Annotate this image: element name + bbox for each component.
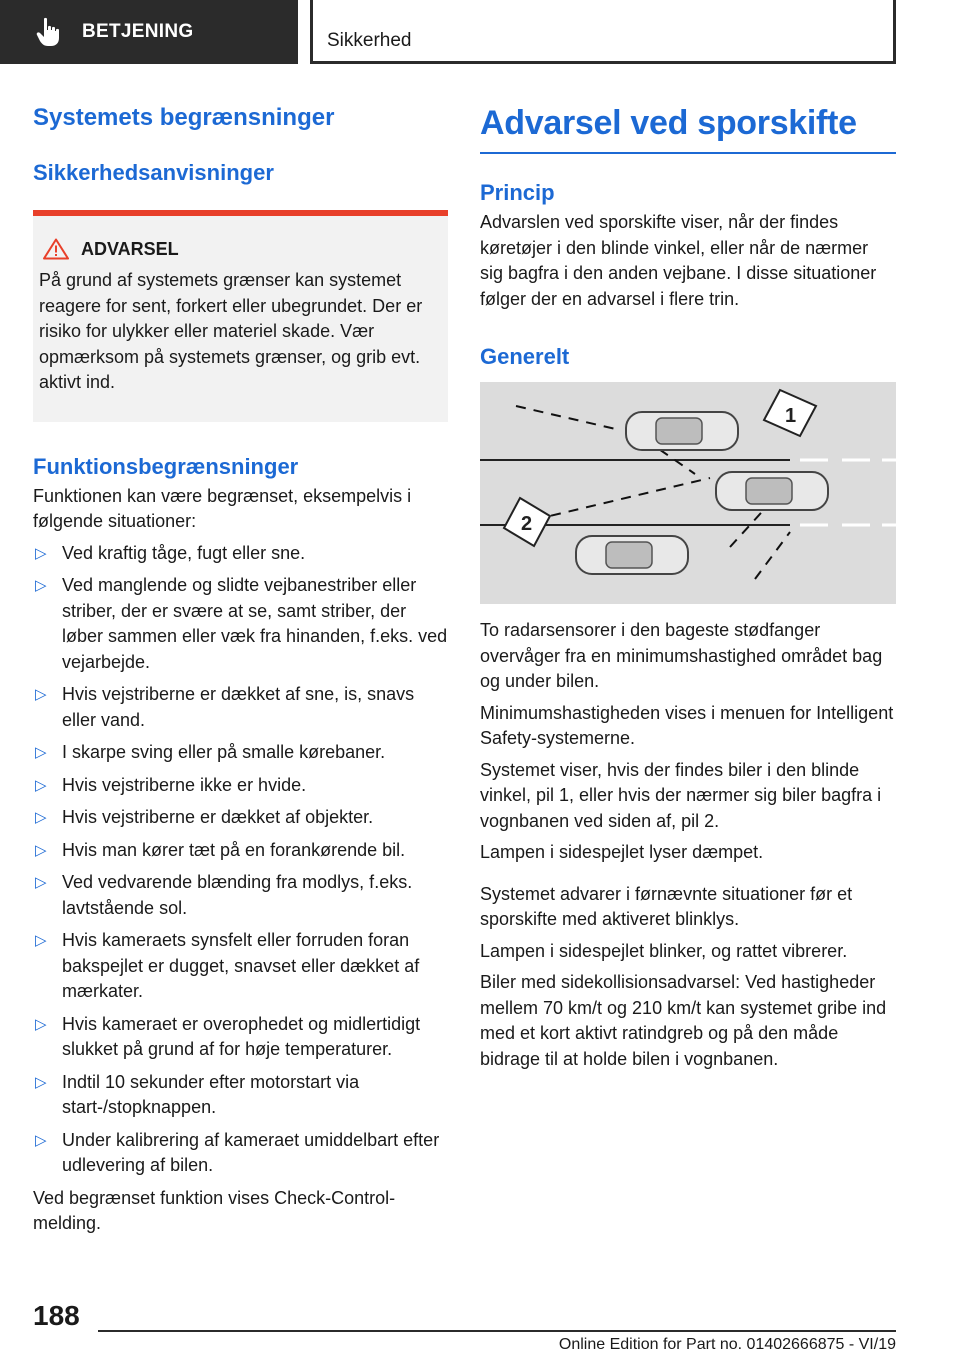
list-item: ▷ I skarpe sving eller på smalle kørebaner. <box>33 740 448 766</box>
list-item: ▷ Ved kraftig tåge, fugt eller sne. <box>33 541 448 567</box>
svg-text:2: 2 <box>521 513 533 535</box>
general-title: Generelt <box>480 344 570 369</box>
triangle-bullet-icon: ▷ <box>35 1073 47 1091</box>
function-outro: Ved begrænset funktion vises Check-Control-melding. <box>33 1187 396 1233</box>
lane-change-title: Advarsel ved sporskifte <box>480 100 896 154</box>
list-item: ▷ Hvis kameraets synsfelt eller forruden foran bakspejlet er dugget, snavset eller dækket af mærkater. <box>35 930 420 1001</box>
triangle-bullet-icon: ▷ <box>35 1015 47 1033</box>
triangle-bullet-icon: ▷ <box>35 544 47 562</box>
list-item: ▷ Indtil 10 sekunder efter motorstart via start-/stopknappen. <box>35 1071 360 1117</box>
list-item: ▷ Hvis man kører tæt på en forankørende bil. <box>33 838 448 864</box>
section-header <box>310 0 896 64</box>
safety-subtitle: Sikkerhedsanvisninger <box>33 160 274 185</box>
function-intro: Funktionen kan være begrænset, eksempelvis i følgende situationer: <box>33 485 412 531</box>
paragraph: Lampen i sidespejlet blinker, og rattet vibrerer. <box>480 940 848 961</box>
triangle-bullet-icon: ▷ <box>35 776 47 794</box>
car-top-icon <box>716 472 828 510</box>
list-item: ▷ Hvis kameraet er overophedet og midlertidigt slukket på grund af for høje temperaturer. <box>35 1013 421 1059</box>
chapter-tab <box>0 0 298 64</box>
paragraph: Minimumshastigheden vises i menuen for Intelligent Safety-systemerne. <box>480 702 894 748</box>
triangle-bullet-icon: ▷ <box>35 932 47 949</box>
triangle-bullet-icon: ▷ <box>35 744 47 761</box>
left-column <box>33 100 448 1237</box>
triangle-bullet-icon: ▷ <box>35 874 47 891</box>
footer-divider <box>98 1330 896 1332</box>
right-column <box>480 100 896 1072</box>
warning-box <box>33 210 448 422</box>
page-number: 188 <box>33 1300 80 1331</box>
paragraph: Lampen i sidespejlet lyser dæmpet. <box>480 842 764 862</box>
chapter-label: BETJENING <box>82 21 194 42</box>
triangle-bullet-icon: ▷ <box>35 841 47 859</box>
edition-text: Online Edition for Part no. 01402666875 - VI/19 <box>558 1336 896 1353</box>
principle-title: Princip <box>480 180 555 205</box>
car-top-icon <box>576 536 688 574</box>
limitation-list <box>33 541 448 1179</box>
list-item: ▷ Under kalibrering af kameraet umiddelbart efter udlevering af bilen. <box>35 1129 440 1175</box>
warning-header <box>33 238 430 260</box>
principle-text: Advarslen ved sporskifte viser, når der findes køretøjer i den blinde vinkel, eller når de nærmer sig bagfra i den anden vejbane. I disse situationer følger der en advarsel i flere trin. <box>480 212 877 309</box>
warning-text: På grund af systemets grænser kan systemet reagere for sent, forkert eller ubegrundet. Der er risiko for ulykker eller materiel skade. Vær opmærksom på systemets grænser, og grib evt. aktivt ind. <box>39 270 423 392</box>
lane-change-diagram <box>480 382 896 604</box>
car-top-icon <box>626 412 738 450</box>
list-item: ▷ Hvis vejstriberne ikke er hvide. <box>33 773 448 799</box>
list-item: ▷ Ved vedvarende blænding fra modlys, f.eks. lavtstående sol. <box>35 872 413 918</box>
warning-label: ADVARSEL <box>81 238 179 259</box>
function-limits-title: Funktionsbegrænsninger <box>33 453 299 479</box>
paragraph: Biler med sidekollisionsadvarsel: Ved hastigheder mellem 70 km/t og 210 km/t kan systemet gribe ind med et kort aktivt ratindgreb og på den måde bidrage til at holde bilen i vognbanen. <box>480 972 887 1069</box>
triangle-bullet-icon: ▷ <box>35 809 47 826</box>
warning-triangle-icon <box>43 238 69 260</box>
list-item: ▷ Hvis vejstriberne er dækket af sne, is, snavs eller vand. <box>35 684 415 730</box>
paragraph: To radarsensorer i den bageste stødfanger overvåger fra en minimumshastighed området bag og under bilen. <box>480 620 883 691</box>
svg-text:1: 1 <box>785 405 797 427</box>
triangle-bullet-icon: ▷ <box>35 1131 47 1149</box>
section-label: Sikkerhed <box>327 30 412 51</box>
hand-pointer-icon <box>36 17 62 47</box>
paragraph: Systemet advarer i førnævnte situationer før et sporskifte med aktiveret blinklys. <box>480 883 853 929</box>
list-item: ▷ Hvis vejstriberne er dækket af objekter. <box>33 805 448 831</box>
triangle-bullet-icon: ▷ <box>35 686 47 703</box>
limits-title: Systemets begrænsninger <box>33 104 335 131</box>
list-item: ▷ Ved manglende og slidte vejbanestriber eller striber, der er svære at se, samt striber, der løber sammen eller væk fra hinanden, f.eks. ved vejarbejde. <box>35 575 448 672</box>
triangle-bullet-icon: ▷ <box>35 577 47 594</box>
paragraph: Systemet viser, hvis der findes biler i den blinde vinkel, pil 1, eller hvis der nærmer sig biler bagfra i vognbanen ved siden af, pil 2. <box>480 759 882 831</box>
